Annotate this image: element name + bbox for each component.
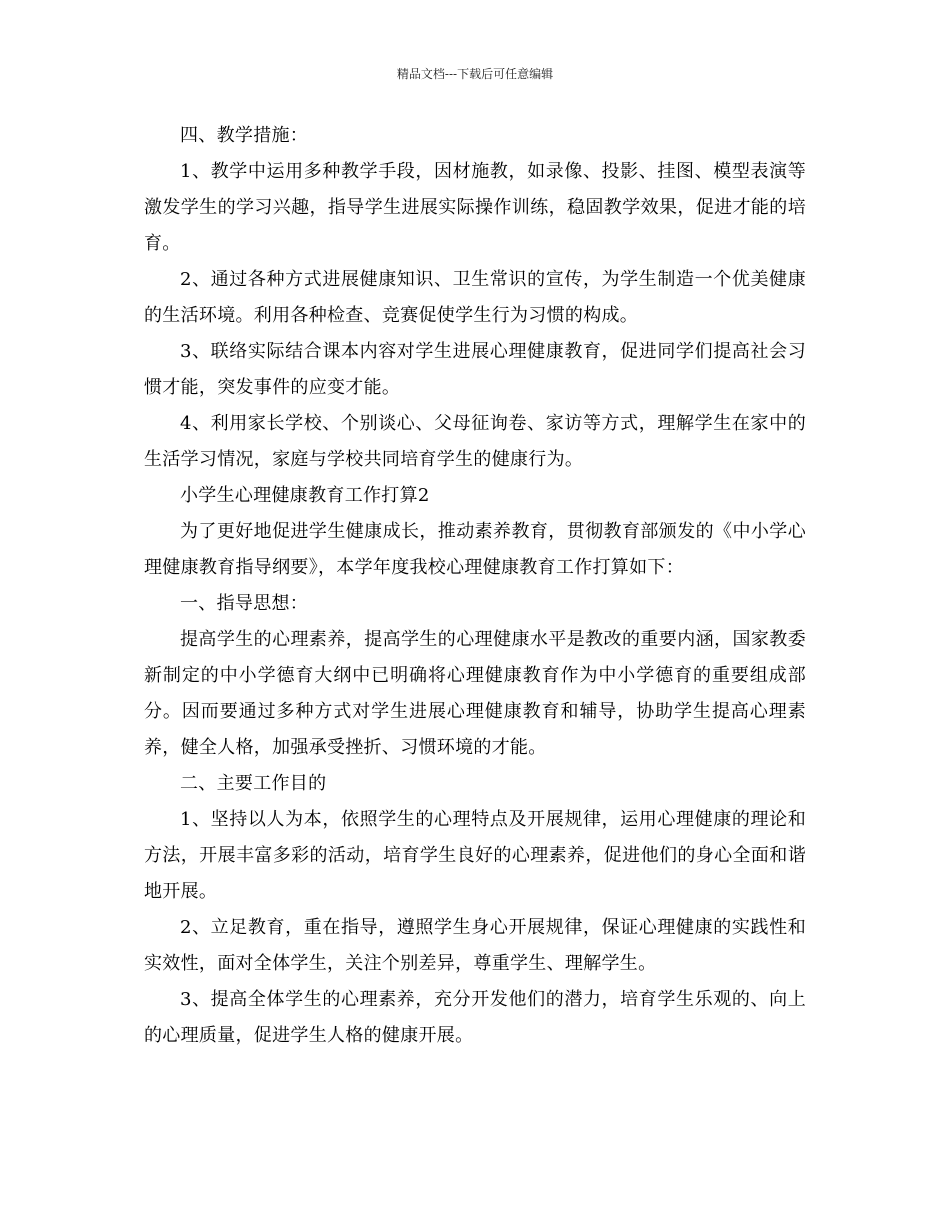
section-heading-teaching-measures: 四、教学措施： (180, 125, 309, 146)
page-header: 精品文档---下载后可任意编辑 (396, 67, 554, 81)
paragraph: 2、通过各种方式进展健康知识、卫生常识的宣传，为学生制造一个优美健康的生活环境。利用各种检查、竞赛促使学生行为习惯的构成。 (144, 269, 806, 326)
paragraph: 提高学生的心理素养，提高学生的心理健康水平是教改的重要内涵，国家教委新制定的中小学德育大纲中已明确将心理健康教育作为中小学德育的重要组成部分。因而要通过多种方式对学生进展心理健康教育和辅导，协助学生提高心理素养，健全人格，加强承受挫折、习惯环境的才能。 (144, 629, 806, 758)
document-body (144, 118, 806, 1054)
paragraph: 2、立足教育，重在指导，遵照学生身心开展规律，保证心理健康的实践性和实效性，面对全体学生，关注个别差异，尊重学生、理解学生。 (144, 917, 806, 974)
paragraph: 为了更好地促进学生健康成长，推动素养教育，贯彻教育部颁发的《中小学心理健康教育指导纲要》，本学年度我校心理健康教育工作打算如下： (144, 521, 806, 578)
paragraph: 1、教学中运用多种教学手段，因材施教，如录像、投影、挂图、模型表演等激发学生的学习兴趣，指导学生进展实际操作训练，稳固教学效果，促进才能的培育。 (144, 161, 806, 254)
paragraph: 3、提高全体学生的心理素养，充分开发他们的潜力，培育学生乐观的、向上的心理质量，促进学生人格的健康开展。 (144, 989, 806, 1046)
section-heading-main-goals: 二、主要工作目的 (180, 773, 327, 794)
paragraph: 3、联络实际结合课本内容对学生进展心理健康教育，促进同学们提高社会习惯才能，突发事件的应变才能。 (144, 341, 806, 398)
paragraph: 1、坚持以人为本，依照学生的心理特点及开展规律，运用心理健康的理论和方法，开展丰富多彩的活动，培育学生良好的心理素养，促进他们的身心全面和谐地开展。 (144, 809, 806, 902)
paragraph: 4、利用家长学校、个别谈心、父母征询卷、家访等方式，理解学生在家中的生活学习情况，家庭与学校共同培育学生的健康行为。 (144, 413, 806, 470)
document-title: 小学生心理健康教育工作打算2 (180, 485, 430, 506)
section-heading-guiding-ideology: 一、指导思想： (180, 593, 309, 614)
